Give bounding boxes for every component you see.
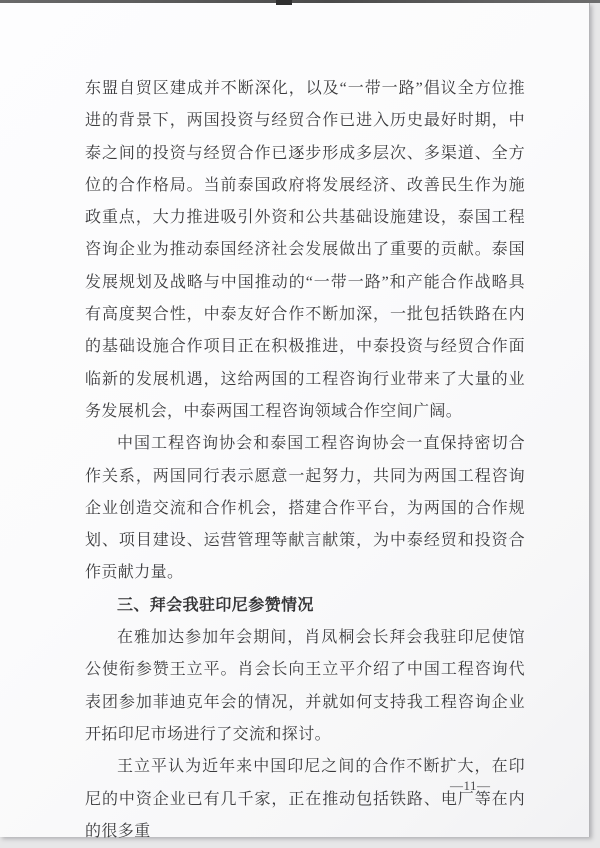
paragraph: 在雅加达参加年会期间，肖凤桐会长拜会我驻印尼使馆公使衔参赞王立平。肖会长向王立平介绍了中国工程咨询代表团参加菲迪克年会的情况，并就如何支持我工程咨询企业开拓印尼市场进行了交流和探讨。 — [85, 629, 525, 743]
scanner-edge-notch — [276, 0, 292, 5]
page-number: —11— — [450, 778, 491, 793]
paragraph: 东盟自贸区建成并不断深化，以及“一带一路”倡议全方位推进的背景下，两国投资与经贸合作已进入历史最好时期，中泰之间的投资与经贸合作已逐步形成多层次、多渠道、全方位的合作格局。当前泰国政府将发展经济、改善民生作为施政重点，大力推进吸引外资和公共基础设施建设，泰国工程咨询企业为推动泰国经济社会发展做出了重要的贡献。泰国发展规划及战略与中国推动的“一带一路”和产能合作战略具有高度契合性，中泰友好合作不断加深，一批包括铁路在内的基础设施合作项目正在积极推进，中泰投资与经贸合作面临新的发展机遇，这给两国的工程咨询行业带来了大量的业务发展机会，中泰两国工程咨询领域合作空间广阔。 — [85, 80, 525, 420]
section-heading: 三、拜会我驻印尼参赞情况 — [117, 596, 314, 614]
paragraph: 中国工程咨询协会和泰国工程咨询协会一直保持密切合作关系，两国同行表示愿意一起努力，共同为两国工程咨询企业创造交流和合作机会，搭建合作平台，为两国的合作规划、项目建设、运营管理等献言献策，为中泰经贸和投资合作贡献力量。 — [85, 435, 525, 582]
scanned-document-page — [0, 3, 590, 840]
paragraph: 王立平认为近年来中国印尼之间的合作不断扩大，在印尼的中资企业已有几千家，正在推动包括铁路、电厂等在内的很多重 — [85, 758, 525, 840]
scanner-top-edge — [0, 0, 600, 3]
document-body — [85, 73, 525, 848]
